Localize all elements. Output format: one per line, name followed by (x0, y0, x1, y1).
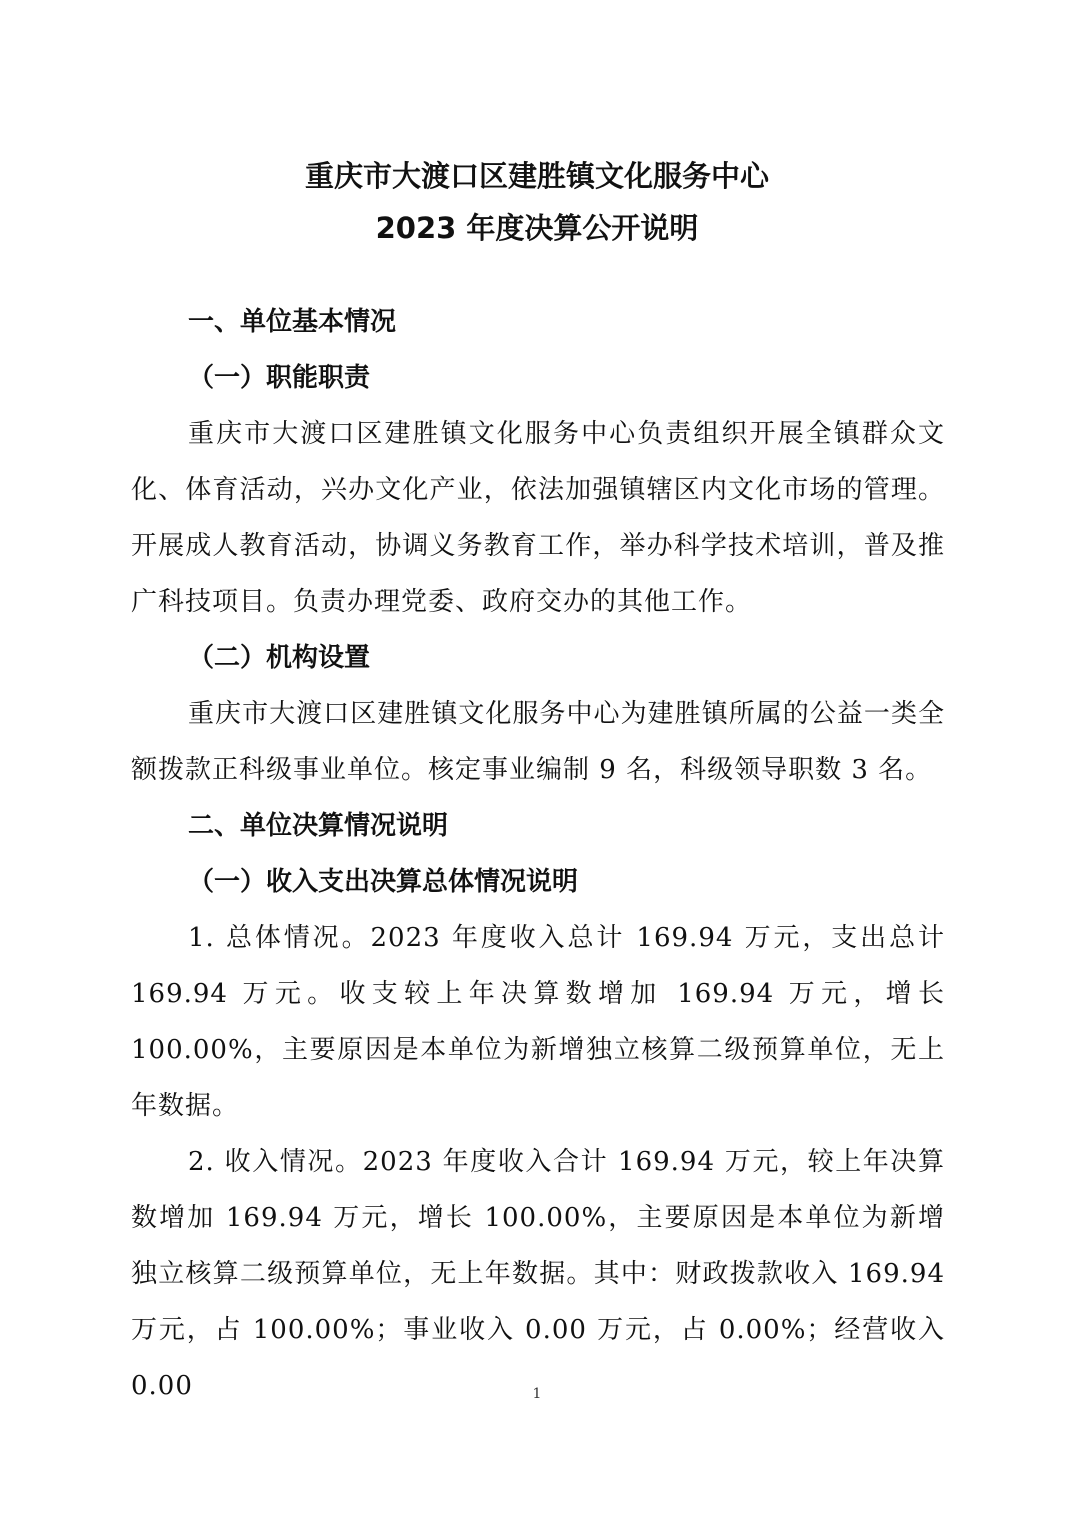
paragraph-duties: 重庆市大渡口区建胜镇文化服务中心负责组织开展全镇群众文化、体育活动，兴办文化产业，依法加强镇辖区内文化市场的管理。开展成人教育活动，协调义务教育工作，举办科学技术培训，普及推广科技项目。负责办理党委、政府交办的其他工作。 (131, 419, 945, 617)
title-line-1: 重庆市大渡口区建胜镇文化服务中心 (304, 159, 769, 193)
document-body (131, 294, 945, 1414)
page-number: 1 (532, 1386, 542, 1402)
subsection-heading-income-expenditure: （一）收入支出决算总体情况说明 (188, 867, 579, 897)
paragraph-overall-situation: 1. 总体情况。2023 年度收入总计 169.94 万元，支出总计 169.94 万元。收支较上年决算数增加 169.94 万元，增长 100.00%，主要原因是本单位为新增独立核算二级预算单位，无上年数据。 (131, 923, 945, 1121)
title-line-2: 2023 年度决算公开说明 (375, 211, 699, 245)
subsection-heading-organization: （二）机构设置 (188, 643, 371, 673)
subsection-heading-duties: （一）职能职责 (188, 363, 371, 393)
section-heading-basic-info: 一、单位基本情况 (188, 307, 397, 337)
section-heading-final-accounts: 二、单位决算情况说明 (188, 811, 449, 841)
paragraph-organization: 重庆市大渡口区建胜镇文化服务中心为建胜镇所属的公益一类全额拨款正科级事业单位。核定事业编制 9 名，科级领导职数 3 名。 (131, 699, 945, 785)
document-title (0, 150, 1074, 254)
paragraph-income-situation: 2. 收入情况。2023 年度收入合计 169.94 万元，较上年决算数增加 169.94 万元，增长 100.00%，主要原因是本单位为新增独立核算二级预算单位，无上年数据。其中：财政拨款收入 169.94 万元，占 100.00%；事业收入 0.00 万元，占 0.00%；经营收入 0.00 (131, 1147, 945, 1401)
